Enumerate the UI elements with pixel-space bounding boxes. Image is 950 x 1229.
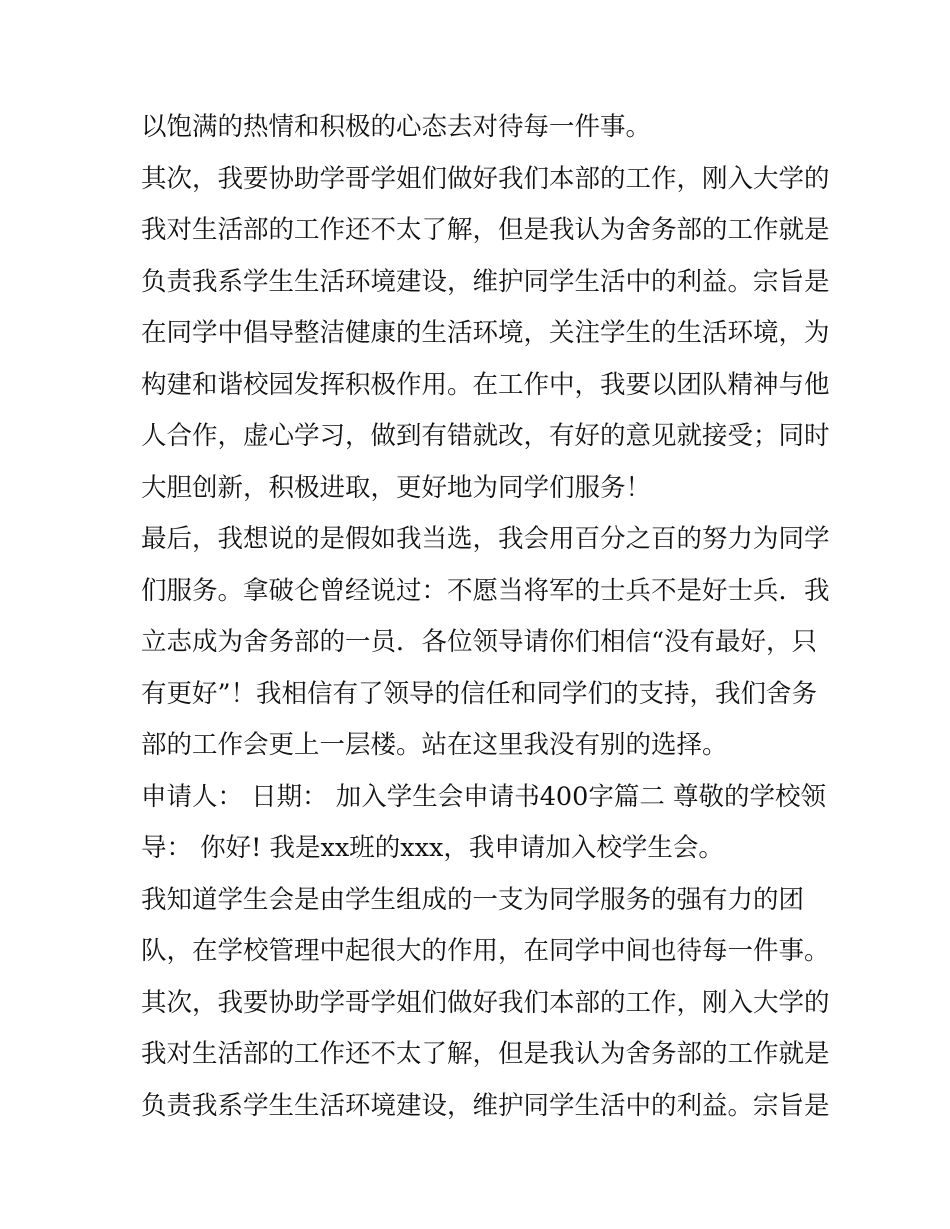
text-line: 其次，我要协助学哥学姐们做好我们本部的工作，刚入大学的 xyxy=(141,987,830,1018)
text-line: 队，在学校管理中起很大的作用，在同学中间也待每一件事。 xyxy=(141,936,830,966)
text-line: 人合作，虚心学习，做到有错就改，有好的意见就接受；同时 xyxy=(141,421,830,451)
text-line: 申请人： 日期： 加入学生会申请书400字篇二 尊敬的学校领 xyxy=(141,781,826,812)
text-line: 导： 你好! 我是xx班的xxx，我申请加入校学生会。 xyxy=(141,833,724,863)
text-line: 以饱满的热情和积极的心态去对待每一件事。 xyxy=(141,112,652,142)
text-line: 立志成为舍务部的一员．各位领导请你们相信“没有最好，只 xyxy=(141,627,818,657)
text-line: 们服务。拿破仑曾经说过：不愿当将军的士兵不是好士兵．我 xyxy=(141,575,830,606)
text-line: 负责我系学生生活环境建设，维护同学生活中的利益。宗旨是 xyxy=(141,1090,830,1121)
text-line: 我对生活部的工作还不太了解，但是我认为舍务部的工作就是 xyxy=(141,1039,830,1069)
text-line: 其次，我要协助学哥学姐们做好我们本部的工作，刚入大学的 xyxy=(141,163,830,194)
text-line: 有更好”！我相信有了领导的信任和同学们的支持，我们舍务 xyxy=(141,678,818,709)
text-line: 在同学中倡导整洁健康的生活环境，关注学生的生活环境，为 xyxy=(141,318,830,348)
text-line: 我对生活部的工作还不太了解，但是我认为舍务部的工作就是 xyxy=(141,215,830,245)
text-line: 我知道学生会是由学生组成的一支为同学服务的强有力的团 xyxy=(141,884,805,915)
text-line: 大胆创新，积极进取，更好地为同学们服务！ xyxy=(141,472,652,503)
document-body xyxy=(141,102,830,1132)
text-line: 最后，我想说的是假如我当选，我会用百分之百的努力为同学 xyxy=(141,524,830,554)
text-line: 负责我系学生生活环境建设，维护同学生活中的利益。宗旨是 xyxy=(141,266,830,297)
text-line: 构建和谐校园发挥积极作用。在工作中，我要以团队精神与他 xyxy=(141,369,830,400)
text-line: 部的工作会更上一层楼。站在这里我没有别的选择。 xyxy=(141,730,728,760)
